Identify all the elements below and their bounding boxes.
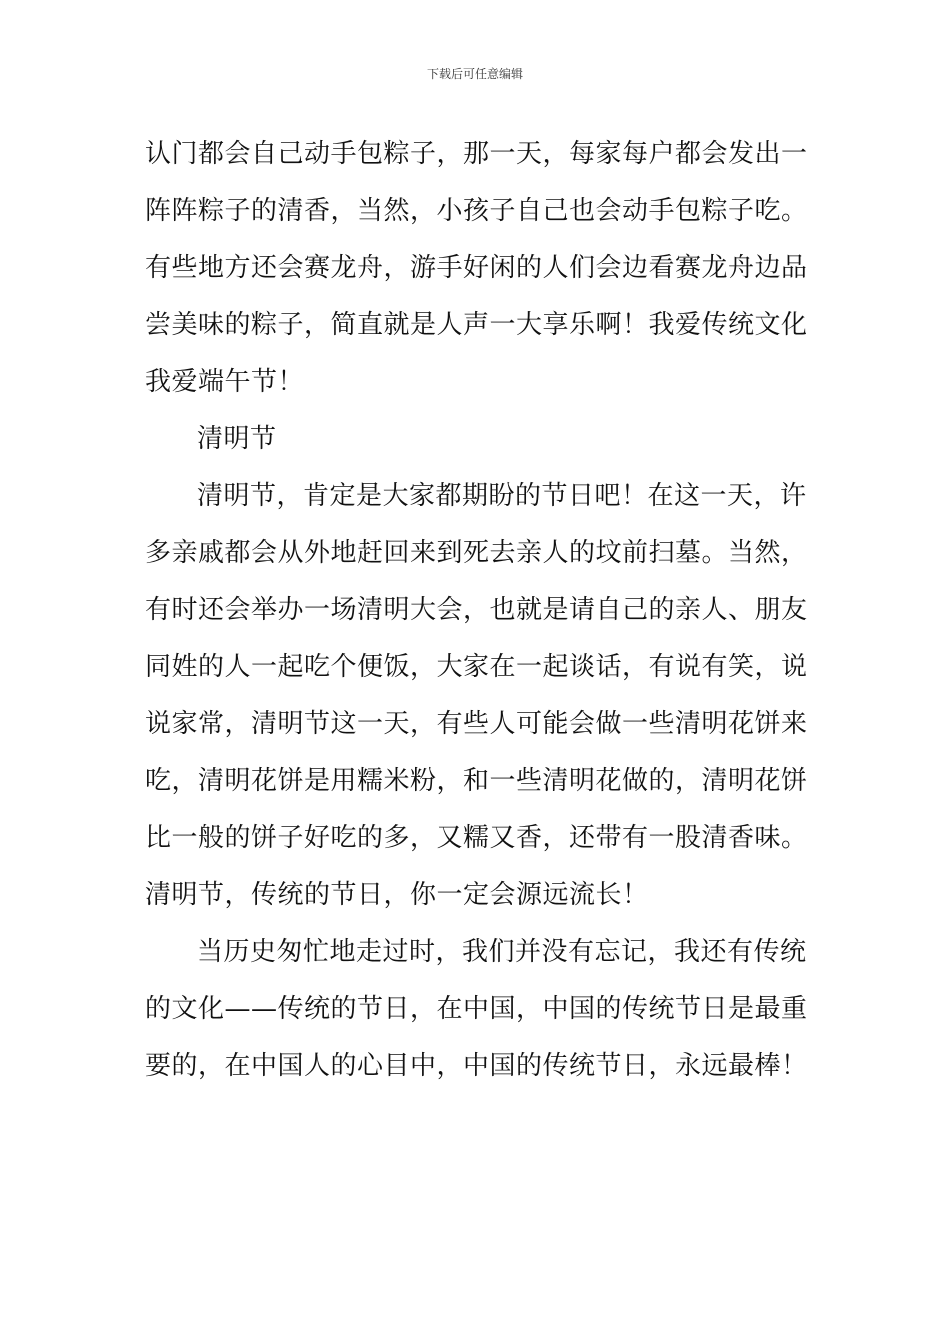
text-line: 当历史匆忙地走过时，我们并没有忘记，我还有传统 xyxy=(197,937,807,967)
text-line: 多亲戚都会从外地赶回来到死去亲人的坟前扫墓。当然， xyxy=(145,538,808,568)
text-line: 要的，在中国人的心目中，中国的传统节日，永远最棒！ xyxy=(145,1051,808,1081)
text-line: 清明节，肯定是大家都期盼的节日吧！在这一天，许 xyxy=(197,481,807,511)
text-line: 同姓的人一起吃个便饭，大家在一起谈话，有说有笑，说 xyxy=(145,652,808,682)
text-line: 我爱端午节！ xyxy=(145,367,305,397)
text-line: 认门都会自己动手包粽子，那一天，每家每户都会发出一 xyxy=(145,139,808,169)
text-line: 阵阵粽子的清香，当然，小孩子自己也会动手包粽子吃。 xyxy=(145,196,808,226)
page-header: 下载后可任意编辑 xyxy=(426,67,523,81)
text-line: 有些地方还会赛龙舟，游手好闲的人们会边看赛龙舟边品 xyxy=(145,253,808,283)
text-line: 有时还会举办一场清明大会，也就是请自己的亲人、朋友 xyxy=(145,595,808,625)
text-line: 吃，清明花饼是用糯米粉，和一些清明花做的，清明花饼 xyxy=(145,766,808,796)
text-line: 清明节，传统的节日，你一定会源远流长！ xyxy=(145,880,649,910)
text-line: 比一般的饼子好吃的多，又糯又香，还带有一股清香味。 xyxy=(145,823,808,853)
text-line: 的文化——传统的节日，在中国，中国的传统节日是最重 xyxy=(145,994,808,1024)
text-line: 说家常，清明节这一天，有些人可能会做一些清明花饼来 xyxy=(145,709,808,739)
text-line: 尝美味的粽子，简直就是人声一大享乐啊！我爱传统文化 xyxy=(145,310,808,340)
document-body xyxy=(145,126,810,1095)
section-heading: 清明节 xyxy=(197,424,277,454)
